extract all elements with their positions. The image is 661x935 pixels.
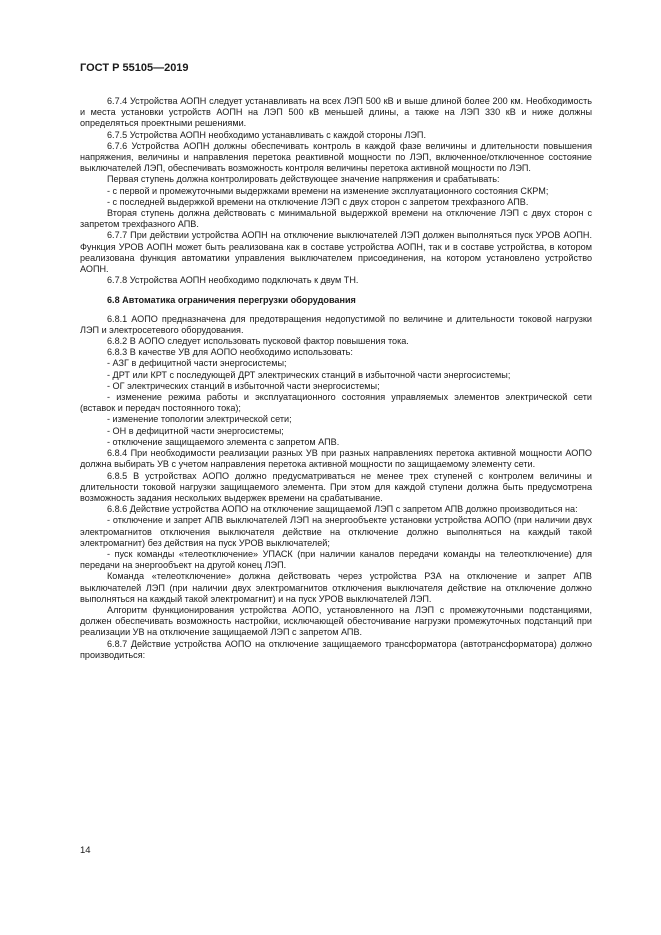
paragraph: 6.8.7 Действие устройства АОПО на отключение защищаемого трансформатора (автотрансформатора) должно производиться:	[80, 638, 592, 660]
paragraph: - АЗГ в дефицитной части энергосистемы;	[107, 358, 287, 369]
paragraph: 6.8.2 В АОПО следует использовать пусковой фактор повышения тока.	[107, 336, 409, 347]
paragraph: 6.7.7 При действии устройства АОПН на отключение выключателей ЛЭП должен выполняться пуск УРОВ АОПН. Функция УРОВ АОПН может быть реализована как в составе устройства АОПН, так и в составе устройства, в котором реализована функция автоматики управления выключателем присоединения, на котором установлено устройство АОПН.	[80, 230, 592, 275]
paragraph: - изменение топологии электрической сети;	[107, 414, 292, 425]
paragraph: 6.7.8 Устройства АОПН необходимо подключать к двум ТН.	[107, 275, 359, 286]
paragraph: - отключение защищаемого элемента с запретом АПВ.	[107, 436, 340, 447]
paragraph: - ДРТ или КРТ с последующей ДРТ электрических станций в избыточной части энергосистемы;	[107, 369, 511, 380]
paragraph: 6.7.6 Устройства АОПН должны обеспечивать контроль в каждой фазе величины и длительности повышения напряжения, величины и направления перетока реактивной мощности по ЛЭП, включенное/отключенное состояние выключателей ЛЭП, обеспечивать возможность контроля величины перетока активной мощности по ЛЭП.	[80, 140, 592, 174]
paragraph: - изменение режима работы и эксплуатационного состояния управляемых элементов электрической сети (вставок и передач постоянного тока);	[80, 392, 592, 414]
paragraph: - с первой и промежуточными выдержками времени на изменение эксплуатационного состояния СКРМ;	[107, 185, 549, 196]
paragraph: - с последней выдержкой времени на отключение ЛЭП с двух сторон с запретом трехфазного АПВ.	[107, 196, 529, 207]
paragraph: Первая ступень должна контролировать действующее значение напряжения и срабатывать:	[107, 174, 500, 185]
paragraph: - ОГ электрических станций в избыточной части энергосистемы;	[107, 380, 380, 391]
paragraph: 6.8.3 В качестве УВ для АОПО необходимо использовать:	[107, 347, 353, 358]
paragraph: 6.8.6 Действие устройства АОПО на отключение защищаемой ЛЭП с запретом АПВ должно производиться на:	[107, 504, 578, 515]
document-header: ГОСТ Р 55105—2019	[80, 62, 189, 74]
paragraph: 6.8.5 В устройствах АОПО должно предусматриваться не менее трех ступеней с контролем величины и длительности токовой нагрузки защищаемого элемента. При этом для каждой ступени должна быть предусмотрена возможность задания нескольких выдержек времени на срабатывание.	[80, 470, 592, 503]
paragraph: 6.8.1 АОПО предназначена для предотвращения недопустимой по величине и длительности токовой нагрузки ЛЭП и электросетевого оборудования.	[80, 313, 592, 335]
paragraph: - пуск команды «телеотключение» УПАСК (при наличии каналов передачи команды на телеотключение) для передачи на энергообъект на другой конец ЛЭП.	[80, 548, 592, 571]
paragraph: - ОН в дефицитной части энергосистемы;	[107, 425, 284, 436]
paragraph: Алгоритм функционирования устройства АОПО, установленного на ЛЭП с промежуточными подстанциями, должен обеспечивать возможность настройки, исключающей обесточивание нагрузки промежуточных подстанций при реализации УВ на отключение защищаемой ЛЭП с запретом АПВ.	[80, 604, 592, 638]
paragraph: Команда «телеотключение» должна действовать через устройства РЗА на отключение и запрет АПВ выключателей ЛЭП (при наличии двух электромагнитов отключения выключателя действие на отключение должно выполняться на каждый такой электромагнит) и на пуск УРОВ выключателей ЛЭП.	[80, 571, 592, 604]
paragraph: - отключение и запрет АПВ выключателей ЛЭП на энергообъекте установки устройства АОПО (при наличии двух электромагнитов отключения выключателя действие на отключение должно выполняться на каждый такой электромагнит) без действия на пуск УРОВ выключателей;	[80, 515, 592, 548]
document-body	[80, 96, 592, 661]
section-title: 6.8 Автоматика ограничения перегрузки оборудования	[107, 295, 356, 306]
paragraph: 6.7.4 Устройства АОПН следует устанавливать на всех ЛЭП 500 кВ и выше длиной более 200 км. Необходимость и места установки устройств АОПН на ЛЭП 500 кВ меньшей длины, а также на ЛЭП 330 кВ и ниже должны определяться проектными решениями.	[80, 96, 592, 129]
paragraph: Вторая ступень должна действовать с минимальной выдержкой времени на отключение ЛЭП с двух сторон с запретом трехфазного АПВ.	[80, 208, 592, 230]
page-number: 14	[80, 845, 91, 856]
paragraph: 6.8.4 При необходимости реализации разных УВ при разных направлениях перетока активной мощности АОПО должна выбирать УВ с учетом направления перетока активной мощности по защищаемому элементу сети.	[80, 448, 592, 470]
paragraph: 6.7.5 Устройства АОПН необходимо устанавливать с каждой стороны ЛЭП.	[107, 129, 426, 140]
